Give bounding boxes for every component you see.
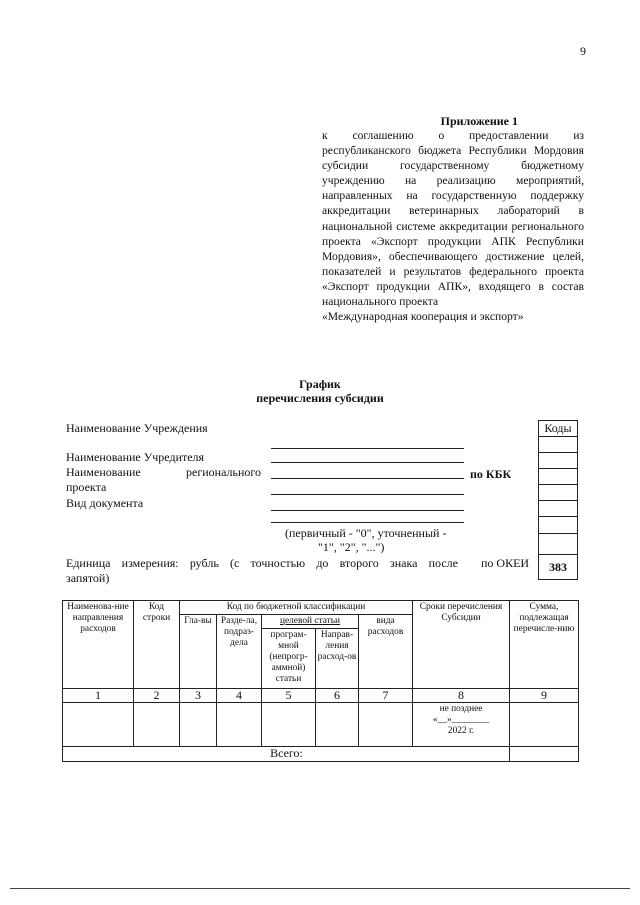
col-num-1: 1: [63, 689, 134, 703]
code-cell-doc-type[interactable]: [539, 501, 577, 517]
doc-type-field-line2: [271, 522, 464, 523]
code-cell-okei: 383: [549, 560, 567, 574]
institution-field[interactable]: [271, 448, 464, 449]
code-cell-kbk[interactable]: [539, 485, 577, 501]
cell-amount[interactable]: [510, 703, 579, 747]
header-program: програм-мной (непрогр-аммной) статьи: [262, 629, 316, 689]
doc-type-label: Вид документа: [66, 496, 144, 510]
cell-name[interactable]: [63, 703, 134, 747]
project-field[interactable]: [271, 478, 464, 479]
header-row-1: [63, 601, 579, 615]
col-num-9: 9: [510, 689, 579, 703]
header-terms: Сроки перечисления Субсидии: [413, 601, 510, 689]
cell-direction[interactable]: [316, 703, 359, 747]
project-label-line2: проекта: [66, 480, 107, 494]
founder-label: Наименование Учредителя: [66, 450, 205, 464]
header-budget-group: Код по бюджетной классификации: [180, 601, 413, 615]
col-num-3: 3: [180, 689, 217, 703]
codes-header: Коды: [539, 421, 577, 437]
appendix-body-last-line: «Международная кооперация и экспорт»: [322, 310, 524, 324]
codes-column: [538, 420, 578, 580]
code-cell-institution[interactable]: [539, 437, 577, 453]
doc-type-hint-2: "1", "2", "..."): [318, 540, 385, 554]
unit-label-line1: Единица измерения: рубль (с точностью до второго знака после: [66, 556, 458, 570]
bottom-divider: [10, 888, 630, 889]
appendix-body: [322, 128, 584, 324]
deadline-line-2: «__»________: [432, 715, 490, 725]
cell-section[interactable]: [217, 703, 262, 747]
total-amount[interactable]: [510, 747, 579, 762]
col-num-4: 4: [217, 689, 262, 703]
code-cell-project[interactable]: [539, 469, 577, 485]
total-label: Всего:: [63, 747, 510, 762]
doc-type-field[interactable]: [271, 510, 464, 511]
col-num-8: 8: [413, 689, 510, 703]
page-number: 9: [580, 44, 586, 58]
col-num-7: 7: [359, 689, 413, 703]
kbk-label: по КБК: [470, 467, 512, 481]
project-label-line1b: регионального: [186, 465, 262, 479]
header-chapter: Гла-вы: [180, 615, 217, 689]
cell-program[interactable]: [262, 703, 316, 747]
graph-subtitle: перечисления субсидии: [256, 391, 384, 405]
okei-label: по ОКЕИ: [481, 556, 530, 570]
institution-label: Наименование Учреждения: [66, 421, 208, 435]
header-direction: Направ-ления расход-ов: [316, 629, 359, 689]
header-name: Наименова-ние направления расходов: [63, 601, 134, 689]
project-label-line1: Наименование: [66, 465, 141, 479]
appendix-title: Приложение 1: [440, 114, 518, 128]
header-amount: Сумма, подлежащая перечисле-нию: [510, 601, 579, 689]
project-field-line2: [271, 494, 464, 495]
col-num-6: 6: [316, 689, 359, 703]
payment-schedule-table: [62, 600, 579, 762]
appendix-body-text: к соглашению о предоставлении из республиканского бюджета Республики Мордовия субсидии государственному бюджетному учреждению на реализацию мероприятий, направленных на государственную поддержку аккредитации ветеринарных лабораторий в национальной системе аккредитации регионального проекта «Экспорт продукции АПК Республики Мордовия», обеспечивающего достижение целей, показателей и результатов федерального проекта «Экспорт продукции АПК», входящего в состав национального проекта: [322, 129, 584, 309]
header-code: Код строки: [134, 601, 180, 689]
doc-type-hint-1: (первичный - "0", уточненный -: [285, 526, 447, 540]
column-number-row: [63, 689, 579, 703]
cell-deadline[interactable]: [413, 703, 510, 747]
code-cell-doc-type-2[interactable]: [539, 517, 577, 534]
header-section: Разде-ла, подраз-дела: [217, 615, 262, 689]
col-num-2: 2: [134, 689, 180, 703]
code-cell-blank[interactable]: [539, 534, 577, 555]
unit-label-line2: запятой): [66, 571, 110, 585]
deadline-line-3: 2022 г.: [447, 726, 475, 736]
cell-expense-type[interactable]: [359, 703, 413, 747]
founder-field[interactable]: [271, 462, 464, 463]
header-target-group: целевой статьи: [262, 615, 359, 629]
graph-title: График: [299, 377, 341, 391]
deadline-line-1: не позднее: [439, 704, 483, 714]
total-row: [63, 747, 579, 762]
table-row: [63, 703, 579, 747]
code-cell-founder[interactable]: [539, 453, 577, 469]
cell-chapter[interactable]: [180, 703, 217, 747]
header-expense-type: вида расходов: [359, 615, 413, 689]
cell-code[interactable]: [134, 703, 180, 747]
col-num-5: 5: [262, 689, 316, 703]
